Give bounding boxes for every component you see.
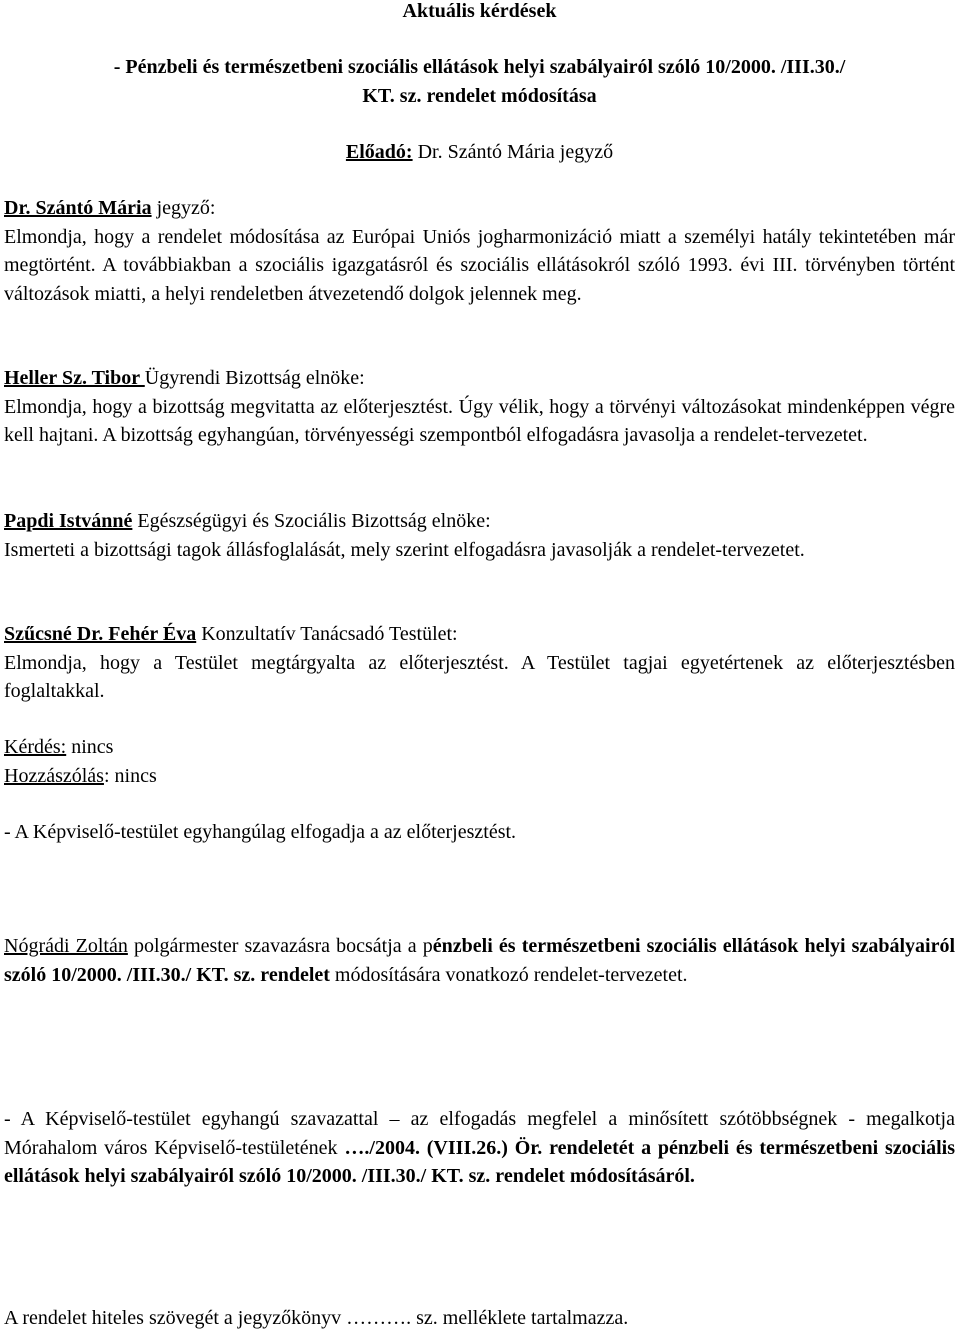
vote-text-after: módosítására vonatkozó rendelet-tervezetet. bbox=[329, 963, 688, 986]
questions-line bbox=[4, 733, 955, 762]
speech-item bbox=[4, 620, 955, 706]
speaker-role: Konzultatív Tanácsadó Testület: bbox=[196, 623, 458, 645]
section-title bbox=[4, 0, 955, 26]
speaker-name: Szűcsné Dr. Fehér Éva bbox=[4, 623, 197, 645]
decision-plain: - A Képviselő-testület egyhangú szavazattal – az elfogadás megfelel a minősített szótöbbségnek - megalkotja Mórahalom város Képviselő-testületének bbox=[4, 1108, 955, 1159]
footer-text: A rendelet hiteles szövegét a jegyzőkönyv ………. sz. melléklete tartalmazza. bbox=[4, 1307, 629, 1329]
section-title-text: Aktuális kérdések bbox=[402, 0, 557, 22]
presenter-line bbox=[4, 138, 955, 167]
speech-item bbox=[4, 194, 955, 308]
speaker-name: Papdi Istvánné bbox=[4, 510, 133, 532]
vote-bold-part: énzbeli és természetbeni szociális ellátások helyi szabályairól szóló 10/2000. /III.30./ KT. sz. rendelet bbox=[4, 935, 956, 986]
decision-paragraph bbox=[4, 1105, 955, 1191]
agenda-subject bbox=[4, 53, 955, 110]
questions-value: nincs bbox=[66, 736, 114, 758]
questions-label: Kérdés: bbox=[4, 736, 67, 758]
acceptance-line bbox=[4, 818, 955, 847]
vote-text bbox=[4, 932, 955, 989]
vote-text-before: polgármester szavazásra bocsátja a p bbox=[127, 935, 433, 957]
speech-speaker-line bbox=[4, 194, 955, 223]
presenter-name: Dr. Szántó Mária jegyző bbox=[412, 141, 614, 163]
speech-item bbox=[4, 364, 955, 450]
agenda-subject-line2: KT. sz. rendelet módosítása bbox=[362, 84, 597, 107]
speaker-role: jegyző: bbox=[151, 197, 216, 219]
speech-text: Ismerteti a bizottsági tagok állásfoglalását, mely szerint elfogadásra javasolják a rendelet-tervezetet. bbox=[4, 538, 805, 561]
speech-text: Elmondja, hogy a rendelet módosítása az Európai Uniós jogharmonizáció miatt a személyi hatály tekintetében már megtörtént. A továbbiakban a szociális igazgatásról és szociális ellátásokról szóló 1993. évi III. törvényben történt változások miatti, a helyi rendeletben átvezetendő dolgok jelennek meg. bbox=[4, 225, 955, 305]
questions-comments bbox=[4, 733, 955, 790]
speech-speaker-line bbox=[4, 364, 955, 393]
presenter-label: Előadó: bbox=[345, 141, 413, 163]
speaker-role: Ügyrendi Bizottság elnöke: bbox=[144, 367, 365, 389]
decision-text bbox=[4, 1105, 955, 1191]
acceptance-text: - A Képviselő-testület egyhangúlag elfogadja a az előterjesztést. bbox=[4, 821, 517, 843]
speaker-name: Heller Sz. Tibor bbox=[4, 367, 145, 389]
speaker-role: Egészségügyi és Szociális Bizottság elnöke: bbox=[132, 510, 491, 532]
speech-item bbox=[4, 507, 955, 564]
decision-bold: …./2004. (VIII.26.) Ör. rendeletét a pénzbeli és természetbeni szociális ellátások helyi szabályairól szóló 10/2000. /III.30./ KT. sz. rendelet módosításáról. bbox=[4, 1136, 955, 1187]
speech-text: Elmondja, hogy a bizottság megvitatta az előterjesztést. Úgy vélik, hogy a törvényi változásokat mindenképpen végre kell hajtani. A bizottság egyhangúan, törvényességi szempontból elfogadásra javasolja a rendelet-tervezetet. bbox=[4, 395, 955, 446]
agenda-subject-line1: - Pénzbeli és természetbeni szociális ellátások helyi szabályairól szóló 10/2000. /III.30./ bbox=[113, 56, 846, 78]
speaker-name: Dr. Szántó Mária bbox=[4, 197, 152, 219]
comments-label: Hozzászólás bbox=[4, 764, 104, 787]
vote-speaker: Nógrádi Zoltán bbox=[4, 935, 128, 957]
comments-line bbox=[4, 762, 955, 791]
vote-paragraph bbox=[4, 932, 955, 989]
speech-text: Elmondja, hogy a Testület megtárgyalta az előterjesztést. A Testület tagjai egyetértenek az előterjesztésben foglaltakkal. bbox=[4, 651, 955, 702]
speech-speaker-line bbox=[4, 620, 955, 649]
footer-note bbox=[4, 1304, 955, 1333]
speech-speaker-line bbox=[4, 507, 955, 536]
comments-value: : nincs bbox=[103, 764, 157, 787]
